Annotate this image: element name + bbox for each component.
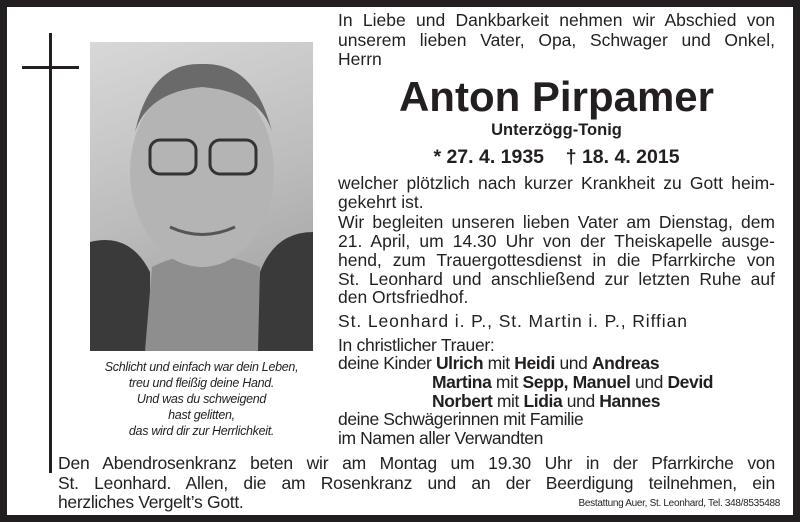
poem: Schlicht und einfach war dein Leben, treu und fleißig deine Hand. Und was du schweigend hast gelitten, das wird dir zur Herrlichkeit. bbox=[104, 360, 299, 438]
death-date: † 18. 4. 2015 bbox=[565, 146, 680, 168]
places: St. Leonhard i. P., St. Martin i. P., Riffian bbox=[338, 311, 688, 331]
body-line: gekehrt ist. bbox=[338, 192, 424, 212]
closing-line: herzliches Vergelt’s Gott. bbox=[58, 492, 244, 512]
funeral-home-credit: Bestattung Auer, St. Leonhard, Tel. 348/8535488 bbox=[578, 498, 780, 509]
intro-line: Herrn bbox=[338, 49, 382, 69]
body-line: Wir begleiten unseren lieben Vater am Dienstag, dem bbox=[338, 212, 775, 232]
family-line: im Namen aller Verwandten bbox=[338, 428, 543, 448]
portrait-photo bbox=[90, 42, 313, 351]
body-line: 21. April, um 14.30 Uhr von der Theiskapelle ausge- bbox=[338, 231, 775, 251]
cross-icon-bar bbox=[22, 66, 79, 69]
family-line: deine Schwägerinnen mit Familie bbox=[338, 409, 584, 429]
children-line: Norbert mit Lidia und Hannes bbox=[432, 391, 661, 411]
life-dates bbox=[338, 145, 775, 169]
closing-line: St. Leonhard. Allen, die am Rosenkranz und an der Beerdigung teilnehmen, ein bbox=[58, 473, 775, 493]
cross-icon bbox=[49, 33, 52, 473]
children-line: Martina mit Sepp, Manuel und Devid bbox=[432, 372, 714, 392]
body-line: den Ortsfriedhof. bbox=[338, 287, 469, 307]
body-line: St. Leonhard und anschließend zur letzten Ruhe auf bbox=[338, 269, 775, 289]
body-line: welcher plötzlich nach kurzer Krankheit zu Gott heim- bbox=[338, 173, 775, 193]
mourning-intro: In christlicher Trauer: bbox=[338, 335, 495, 355]
intro-line: In Liebe und Dankbarkeit nehmen wir Abschied von bbox=[338, 10, 775, 30]
deceased-name: Anton Pirpamer bbox=[398, 73, 715, 120]
children-line: deine Kinder Ulrich mit Heidi und Andreas bbox=[338, 353, 660, 373]
body-line: hend, zum Trauergottesdienst in die Pfarrkirche von bbox=[338, 250, 775, 270]
house-name: Unterzögg-Tonig bbox=[491, 121, 622, 139]
birth-date: * 27. 4. 1935 bbox=[433, 146, 545, 168]
intro-line: unserem lieben Vater, Opa, Schwager und Onkel, bbox=[338, 30, 775, 50]
closing-line: Den Abendrosenkranz beten wir am Montag um 19.30 Uhr in der Pfarrkirche von bbox=[58, 453, 775, 473]
